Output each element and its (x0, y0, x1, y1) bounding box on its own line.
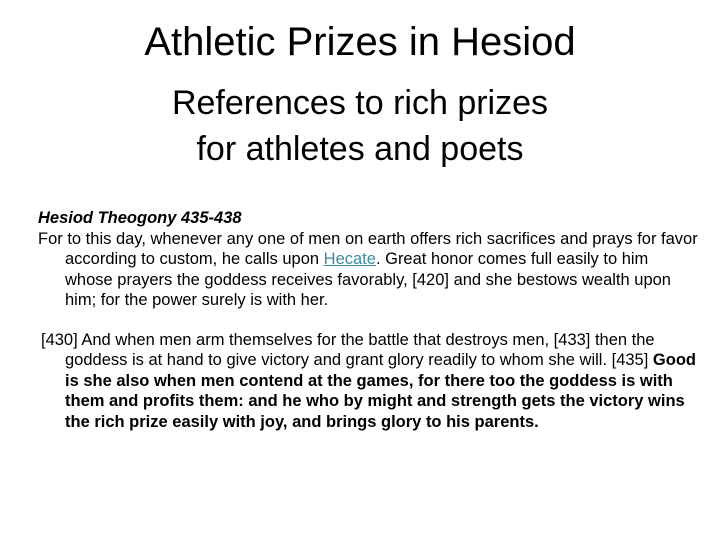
slide-title: Athletic Prizes in Hesiod (144, 20, 576, 64)
paragraph-2 (38, 330, 698, 433)
hecate-link[interactable]: Hecate (323, 250, 376, 268)
subtitle-line-2: for athletes and poets (196, 130, 524, 168)
paragraph-2-plain-text: [430] And when men arm themselves for the battle that destroys men, [433] then the goddess is at hand to give victory and grant glory readily to whom she will. [435] (41, 330, 655, 369)
source-heading: Hesiod Theogony 435-438 (38, 209, 242, 227)
subtitle-line-1: References to rich prizes (171, 84, 549, 122)
slide-subtitle (60, 80, 660, 172)
paragraph-1-text-before-link: For to this day, whenever any one of men on earth offers rich sacrifices and prays for favor according to custom, he calls upon (38, 229, 698, 268)
paragraph-2-bold-text: Good is she also when men contend at the games, for there too the goddess is with them and profits them: and he who by might and strength gets the victory wins the rich prize easily with joy, and brings glory to his parents. (65, 351, 696, 431)
paragraph-1-text-after-link: . Great honor comes full easily to him whose prayers the goddess receives favorably, [420] and she bestows wealth upon him; for the power surely is with her. (65, 250, 671, 309)
slide-body (38, 208, 698, 432)
paragraph-1 (38, 229, 698, 311)
